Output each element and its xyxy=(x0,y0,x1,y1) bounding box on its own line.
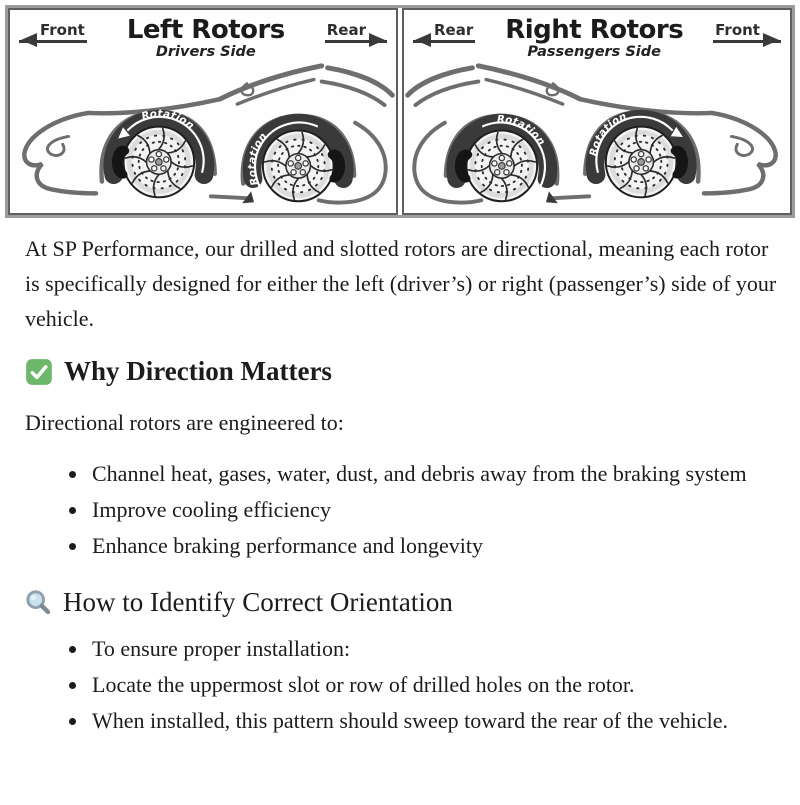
left-arrow-icon xyxy=(415,33,431,47)
right-rotors-panel xyxy=(402,8,792,215)
rotation-label: Rotation xyxy=(587,110,629,158)
front-direction-indicator xyxy=(713,21,781,43)
rear-direction-indicator xyxy=(325,21,387,43)
section-heading-text: Why Direction Matters xyxy=(64,356,332,386)
why-direction-matters-heading xyxy=(25,356,780,387)
rotation-arrow-icon xyxy=(524,200,538,213)
section-heading-text: How to Identify Correct Orientation xyxy=(63,587,453,617)
rear-label: Rear xyxy=(434,21,474,39)
right-arrow-icon xyxy=(369,33,385,47)
panel-subtitle: Passengers Side xyxy=(527,44,661,60)
list-item: • Channel heat, gases, water, dust, and debris away from the braking system xyxy=(89,456,780,491)
list-item: • Locate the uppermost slot or row of drilled holes on the rotor. xyxy=(89,667,780,702)
rotor-direction-article xyxy=(0,218,800,738)
section1-bullet-list xyxy=(25,456,780,563)
right-arrow-icon xyxy=(763,33,779,47)
front-direction-indicator xyxy=(19,21,87,43)
rotor-direction-diagram xyxy=(5,5,795,218)
right-car-illustration xyxy=(404,56,790,213)
section2-bullet-list xyxy=(25,631,780,738)
list-item: • Improve cooling efficiency xyxy=(89,492,780,527)
identify-orientation-heading xyxy=(25,587,780,618)
rotation-label: Rotation xyxy=(246,130,270,187)
front-label: Front xyxy=(40,21,85,39)
left-rotors-panel xyxy=(8,8,398,215)
panel-subtitle: Drivers Side xyxy=(155,44,256,60)
list-item: • When installed, this pattern should sweep toward the rear of the vehicle. xyxy=(89,703,780,738)
intro-paragraph: At SP Performance, our drilled and slotted rotors are directional, meaning each rotor is specifically designed for either the left (driver’s) or right (passenger’s) side of your vehicle. xyxy=(25,236,777,331)
list-item: • Enhance braking performance and longevity xyxy=(89,528,780,563)
left-panel-header xyxy=(10,10,396,60)
rotation-label: Rotation xyxy=(496,113,548,148)
left-panel-title-block xyxy=(127,17,285,60)
rotation-arrow-icon xyxy=(264,200,278,213)
right-panel-title-block xyxy=(505,17,683,60)
rotation-label: Rotation xyxy=(140,107,197,132)
right-panel-header xyxy=(404,10,790,60)
left-arrow-icon xyxy=(21,33,37,47)
panel-title: Right Rotors xyxy=(505,15,684,45)
left-car-illustration xyxy=(10,56,396,213)
green-check-icon xyxy=(25,358,53,386)
rear-label: Rear xyxy=(326,21,366,39)
front-label: Front xyxy=(715,21,760,39)
list-item: • To ensure proper installation: xyxy=(89,631,780,666)
section1-lead: Directional rotors are engineered to: xyxy=(25,410,344,435)
panel-title: Left Rotors xyxy=(126,15,285,45)
rear-direction-indicator xyxy=(413,21,475,43)
magnifying-glass-icon xyxy=(25,589,52,616)
